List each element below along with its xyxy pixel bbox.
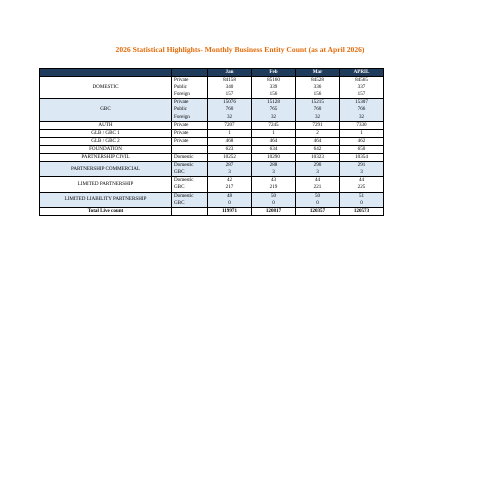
entity-name-cell: AUTH	[40, 121, 172, 129]
count-cell: 7330	[340, 121, 384, 129]
entity-type-cell	[172, 145, 208, 153]
count-cell: 650	[340, 145, 384, 153]
table-row	[40, 162, 384, 170]
entity-type-cell: Private	[172, 99, 208, 107]
entity-name-cell: FOUNDATION	[40, 145, 172, 153]
count-cell: 760	[296, 106, 340, 113]
total-type-cell	[172, 207, 208, 215]
header-month-jan: Jan	[208, 69, 252, 77]
total-count-cell: 120357	[296, 207, 340, 215]
count-cell: 43	[252, 177, 296, 185]
header-type	[172, 69, 208, 77]
count-cell: 291	[340, 162, 384, 170]
count-cell: 468	[208, 137, 252, 145]
count-cell: 1	[340, 129, 384, 137]
entity-type-cell: Private	[172, 129, 208, 137]
table-row	[40, 154, 384, 162]
count-cell: 623	[208, 145, 252, 153]
total-count-cell: 120573	[340, 207, 384, 215]
count-cell: 32	[208, 114, 252, 122]
count-cell: 85160	[252, 77, 296, 85]
count-cell: 287	[208, 162, 252, 170]
count-cell: 3	[340, 169, 384, 177]
table-row	[40, 77, 384, 85]
table-row	[40, 137, 384, 145]
count-cell: 1	[252, 129, 296, 137]
count-cell: 221	[296, 184, 340, 192]
count-cell: 84565	[340, 77, 384, 85]
count-cell: 157	[340, 91, 384, 99]
entity-name-cell: PARTNERSHIP COMMERCIAL	[40, 162, 172, 177]
count-cell: 336	[296, 84, 340, 91]
entity-type-cell: Foreign	[172, 91, 208, 99]
count-cell: 0	[296, 200, 340, 208]
count-cell: 32	[252, 114, 296, 122]
count-cell: 0	[208, 200, 252, 208]
count-cell: 10290	[252, 154, 296, 162]
count-cell: 2	[296, 129, 340, 137]
table-row	[40, 129, 384, 137]
entity-name-cell: LIMITED PARTNERSHIP	[40, 177, 172, 192]
count-cell: 7207	[208, 121, 252, 129]
entity-type-cell: Private	[172, 121, 208, 129]
entity-count-table	[39, 68, 384, 216]
entity-type-cell: GBC	[172, 184, 208, 192]
entity-name-cell: GBC	[40, 99, 172, 121]
count-cell: 642	[296, 145, 340, 153]
count-cell: 10354	[340, 154, 384, 162]
count-cell: 765	[252, 106, 296, 113]
table-row	[40, 192, 384, 200]
header-entity	[40, 69, 172, 77]
entity-name-cell: PARTNERSHIP CIVIL	[40, 154, 172, 162]
count-cell: 15128	[252, 99, 296, 107]
count-cell: 15307	[340, 99, 384, 107]
table-row	[40, 99, 384, 107]
count-cell: 464	[252, 137, 296, 145]
count-cell: 0	[252, 200, 296, 208]
count-cell: 157	[208, 91, 252, 99]
report-title: 2026 Statistical Highlights- Monthly Business Entity Count (as at April 2026)	[115, 45, 365, 54]
entity-type-cell: Domestic	[172, 177, 208, 185]
entity-type-cell: Foreign	[172, 114, 208, 122]
total-label: Total Live count	[40, 207, 172, 215]
table-row	[40, 121, 384, 129]
entity-name-cell: DOMESTIC	[40, 77, 172, 99]
entity-type-cell: GBC	[172, 200, 208, 208]
count-cell: 760	[208, 106, 252, 113]
count-cell: 48	[208, 192, 252, 200]
entity-name-cell: GLB / GBC 2	[40, 137, 172, 145]
count-cell: 15076	[208, 99, 252, 107]
count-cell: 10252	[208, 154, 252, 162]
count-cell: 50	[296, 192, 340, 200]
entity-type-cell: Domestic	[172, 192, 208, 200]
count-cell: 3	[208, 169, 252, 177]
entity-name-cell: GLB / GBC 1	[40, 129, 172, 137]
entity-type-cell: Private	[172, 77, 208, 85]
count-cell: 1	[208, 129, 252, 137]
count-cell: 156	[252, 91, 296, 99]
count-cell: 42	[208, 177, 252, 185]
header-month-april: APRIL	[340, 69, 384, 77]
table-row	[40, 145, 384, 153]
count-cell: 3	[296, 169, 340, 177]
count-cell: 15215	[296, 99, 340, 107]
entity-type-cell: Domestic	[172, 154, 208, 162]
count-cell: 50	[252, 192, 296, 200]
total-count-cell: 120817	[252, 207, 296, 215]
count-cell: 339	[252, 84, 296, 91]
count-cell: 32	[296, 114, 340, 122]
count-cell: 7245	[252, 121, 296, 129]
total-count-cell: 119971	[208, 207, 252, 215]
count-cell: 337	[340, 84, 384, 91]
count-cell: 84528	[296, 77, 340, 85]
header-month-feb: Feb	[252, 69, 296, 77]
entity-type-cell: Public	[172, 106, 208, 113]
count-cell: 156	[296, 91, 340, 99]
entity-name-cell: LIMITED LIABILITY PARTNERSHIP	[40, 192, 172, 207]
count-cell: 3	[252, 169, 296, 177]
count-cell: 44	[340, 177, 384, 185]
count-cell: 219	[252, 184, 296, 192]
count-cell: 766	[340, 106, 384, 113]
count-cell: 10323	[296, 154, 340, 162]
count-cell: 32	[340, 114, 384, 122]
count-cell: 7291	[296, 121, 340, 129]
count-cell: 0	[340, 200, 384, 208]
table-row	[40, 177, 384, 185]
header-month-mar: Mar	[296, 69, 340, 77]
total-row	[40, 207, 384, 215]
count-cell: 290	[296, 162, 340, 170]
count-cell: 84158	[208, 77, 252, 85]
count-cell: 225	[340, 184, 384, 192]
header-row	[40, 69, 384, 77]
count-cell: 340	[208, 84, 252, 91]
entity-type-cell: Public	[172, 84, 208, 91]
entity-type-cell: GBC	[172, 169, 208, 177]
count-cell: 464	[296, 137, 340, 145]
count-cell: 288	[252, 162, 296, 170]
count-cell: 462	[340, 137, 384, 145]
count-cell: 51	[340, 192, 384, 200]
entity-type-cell: Private	[172, 137, 208, 145]
count-cell: 44	[296, 177, 340, 185]
entity-type-cell: Domestic	[172, 162, 208, 170]
count-cell: 634	[252, 145, 296, 153]
count-cell: 217	[208, 184, 252, 192]
